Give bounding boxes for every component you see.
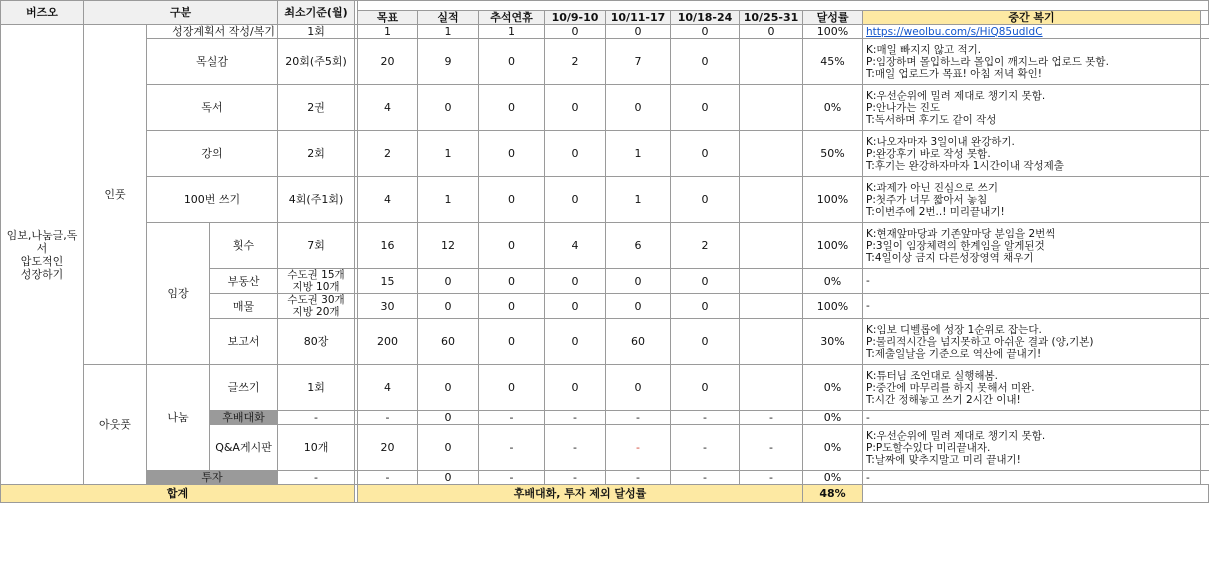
cell-actual: 0	[418, 425, 479, 471]
table-row	[1, 177, 1209, 223]
review-line: -	[866, 300, 870, 312]
cell-w3: -	[671, 425, 740, 471]
cell-w1: 0	[545, 319, 606, 365]
review-line: T:이번주에 2번..! 미리끝내기!	[866, 205, 1005, 218]
vision-cell: 임보,나눔글,독서 압도적인 성장하기	[1, 25, 84, 485]
cell-rate: 100%	[803, 25, 863, 39]
cell-chuseok: 0	[479, 85, 545, 131]
cell-chuseok: 0	[479, 177, 545, 223]
min-standard: 1회	[278, 25, 355, 39]
min-standard: 80장	[278, 319, 355, 365]
review-cell	[863, 294, 1201, 319]
cell-chuseok: -	[479, 425, 545, 471]
header-week4: 10/25-31	[740, 11, 803, 25]
row-label: 독서	[147, 85, 278, 131]
row-label: 횟수	[210, 223, 278, 269]
cell-w1: 0	[545, 294, 606, 319]
header-goal: 목표	[358, 11, 418, 25]
review-line: P:물리적시간을 넘지못하고 아쉬운 결과 (양,기본)	[866, 335, 1094, 348]
review-line: T:제출일날을 기준으로 역산에 끝내기!	[866, 347, 1042, 360]
cell-goal: 200	[358, 319, 418, 365]
cell-w4: 0	[740, 25, 803, 39]
cell-w4	[740, 39, 803, 85]
cell-w4: -	[740, 425, 803, 471]
cell-rate: 0%	[803, 85, 863, 131]
review-line: T:후기는 완강하자마자 1시간이내 작성제출	[866, 159, 1064, 172]
row-label: 부동산	[210, 269, 278, 294]
review-cell	[863, 85, 1201, 131]
header-review: 중간 복기	[863, 11, 1201, 25]
cell-chuseok: 0	[479, 39, 545, 85]
cell-goal: 4	[358, 85, 418, 131]
cell-actual: 0	[418, 471, 479, 485]
cell-goal: 4	[358, 177, 418, 223]
review-line: P:임장하며 몰입하느라 몰입이 깨지느라 업로드 못함.	[866, 55, 1109, 68]
review-line: T:날짜에 맞추지말고 미리 끝내기!	[866, 453, 1021, 466]
row-label: 보고서	[210, 319, 278, 365]
row-label: 목실감	[147, 39, 278, 85]
cell-actual: 0	[418, 85, 479, 131]
cell-w2: 7	[606, 39, 671, 85]
cell-chuseok: 0	[479, 223, 545, 269]
min-standard: 10개	[278, 425, 355, 471]
review-line: T:시간 정해놓고 쓰기 2시간 이내!	[866, 393, 1021, 406]
review-cell	[863, 131, 1201, 177]
edge	[1201, 223, 1209, 269]
min-standard: 2권	[278, 85, 355, 131]
cell-w4	[740, 223, 803, 269]
review-line: T:4일이상 금지 다른성장영역 채우기	[866, 251, 1034, 264]
cell-w4	[740, 269, 803, 294]
cell-rate: 0%	[803, 269, 863, 294]
cell-w3: -	[671, 411, 740, 425]
min-standard: 수도권 15개 지방 10개	[278, 269, 355, 294]
cell-actual: 0	[418, 269, 479, 294]
cell-w1: 0	[545, 365, 606, 411]
review-line: -	[866, 275, 870, 287]
cell-w3: 0	[671, 365, 740, 411]
edge	[1201, 365, 1209, 411]
cell-goal: 2	[358, 131, 418, 177]
cell-w1: 0	[545, 177, 606, 223]
edge	[1201, 25, 1209, 39]
cell-w1: -	[545, 411, 606, 425]
total-label: 합계	[1, 485, 355, 503]
edge	[1201, 319, 1209, 365]
cell-w2: 0	[606, 294, 671, 319]
table-row	[1, 471, 1209, 485]
cell-w3: 0	[671, 269, 740, 294]
cell-actual: 0	[418, 294, 479, 319]
row-label: 후배대화	[210, 411, 278, 425]
cell-actual: 9	[418, 39, 479, 85]
cell-rate: 0%	[803, 365, 863, 411]
review-line: K:현재앞마당과 기존앞마당 분임을 2번씩	[866, 227, 1056, 240]
row-label: 매물	[210, 294, 278, 319]
cell-w4	[740, 85, 803, 131]
cell-w2: -	[606, 471, 671, 485]
row-label: Q&A게시판	[210, 425, 278, 471]
cell-chuseok: 0	[479, 294, 545, 319]
cell-w2: 0	[606, 365, 671, 411]
cell-w2: 6	[606, 223, 671, 269]
review-line: P:완강후기 바로 작성 못함.	[866, 147, 991, 160]
cell-w3: 0	[671, 39, 740, 85]
review-line: P:P도할수있다 미리끝내자.	[866, 441, 991, 454]
cell-actual: 0	[418, 365, 479, 411]
review-cell	[863, 177, 1201, 223]
review-cell	[863, 471, 1201, 485]
cell-w2: 1	[606, 177, 671, 223]
table-row	[1, 85, 1209, 131]
cell-rate: 100%	[803, 177, 863, 223]
cell-w4: -	[740, 471, 803, 485]
cell-w4: -	[740, 411, 803, 425]
header-week1: 10/9-10	[545, 11, 606, 25]
review-line: P:첫주가 너무 짧아서 놓침	[866, 193, 988, 206]
cell-w1: 0	[545, 85, 606, 131]
cell-w4	[740, 319, 803, 365]
cell-rate: 45%	[803, 39, 863, 85]
cell-w1: 2	[545, 39, 606, 85]
review-line: -	[866, 411, 870, 424]
cell-rate: 100%	[803, 223, 863, 269]
cell-chuseok: 1	[479, 25, 545, 39]
row-label: 글쓰기	[210, 365, 278, 411]
table-row	[1, 131, 1209, 177]
cell-goal: 15	[358, 269, 418, 294]
cell-w4	[740, 177, 803, 223]
review-line: K:우선순위에 밀려 제대로 챙기지 못함.	[866, 429, 1046, 442]
review-line: T:매일 업로드가 목표! 아침 저녁 확인!	[866, 67, 1042, 80]
cell-rate: 30%	[803, 319, 863, 365]
cell-rate: 0%	[803, 411, 863, 425]
row-label: 강의	[147, 131, 278, 177]
cell-w3: 0	[671, 131, 740, 177]
header-rate: 달성률	[803, 11, 863, 25]
header-chuseok: 추석연휴	[479, 11, 545, 25]
review-line: K:임보 디벨롭에 성장 1순위로 잡는다.	[866, 323, 1042, 336]
cell-rate: 0%	[803, 425, 863, 471]
cell-goal: -	[358, 471, 418, 485]
header-min-standard: 최소기준(월)	[278, 1, 355, 25]
review-line: -	[866, 471, 870, 484]
min-standard: 수도권 30개 지방 20개	[278, 294, 355, 319]
cell-w1: -	[545, 425, 606, 471]
review-line: K:우선순위에 밀려 제대로 챙기지 못함.	[866, 89, 1046, 102]
cell-chuseok: 0	[479, 319, 545, 365]
cell-chuseok: 0	[479, 131, 545, 177]
group-output: 아웃풋	[84, 365, 147, 485]
cell-w1: -	[545, 471, 606, 485]
total-rate: 48%	[803, 485, 863, 503]
table-row	[1, 365, 1209, 411]
review-cell	[863, 365, 1201, 411]
cell-rate: 50%	[803, 131, 863, 177]
header-category: 구분	[84, 1, 278, 25]
review-line: K:튜터님 조언대로 실행해봄.	[866, 369, 999, 382]
review-line: K:과제가 아닌 진심으로 쓰기	[866, 181, 999, 194]
edge	[1201, 425, 1209, 471]
cell-goal: 30	[358, 294, 418, 319]
cell-actual: 1	[418, 177, 479, 223]
row-label: 성장계획서 작성/복기	[147, 25, 278, 39]
table-row	[1, 223, 1209, 269]
cell-goal: 16	[358, 223, 418, 269]
cell-w4	[740, 365, 803, 411]
review-cell	[863, 411, 1201, 425]
table-row	[1, 25, 1209, 39]
cell-w2: -	[606, 425, 671, 471]
review-cell	[863, 269, 1201, 294]
header-version: 버즈오	[1, 1, 84, 25]
review-cell	[863, 39, 1201, 85]
cell-w1: 4	[545, 223, 606, 269]
review-cell	[863, 425, 1201, 471]
cell-w3: 0	[671, 319, 740, 365]
min-standard: 7회	[278, 223, 355, 269]
group-nanum: 나눔	[147, 365, 210, 471]
min-standard: 2회	[278, 131, 355, 177]
edge	[1201, 411, 1209, 425]
row-label: 100번 쓰기	[147, 177, 278, 223]
group-input: 인풋	[84, 25, 147, 365]
cell-goal: 4	[358, 365, 418, 411]
edge	[1201, 131, 1209, 177]
cell-w1: 0	[545, 25, 606, 39]
cell-w2: 1	[606, 131, 671, 177]
cell-w3: 0	[671, 294, 740, 319]
min-standard: 4회(주1회)	[278, 177, 355, 223]
review-line: T:독서하며 후기도 같이 작성	[866, 113, 997, 126]
cell-goal: 20	[358, 425, 418, 471]
cell-goal: 1	[358, 25, 418, 39]
cell-actual: 12	[418, 223, 479, 269]
cell-w2: 0	[606, 25, 671, 39]
review-cell	[863, 223, 1201, 269]
edge	[1201, 39, 1209, 85]
edge	[1201, 294, 1209, 319]
review-line: P:안나가는 진도	[866, 101, 941, 114]
cell-actual: 1	[418, 25, 479, 39]
cell-goal: 20	[358, 39, 418, 85]
cell-rate: 0%	[803, 471, 863, 485]
cell-rate: 100%	[803, 294, 863, 319]
cell-actual: 1	[418, 131, 479, 177]
min-standard: 1회	[278, 365, 355, 411]
review-line: P:3일이 임장체력의 한계임을 알게된것	[866, 239, 1045, 252]
edge	[1201, 471, 1209, 485]
header-actual: 실적	[418, 11, 479, 25]
cell-chuseok: 0	[479, 269, 545, 294]
cell-w3: 0	[671, 177, 740, 223]
edge	[1201, 269, 1209, 294]
cell-w4	[740, 294, 803, 319]
header-week2: 10/11-17	[606, 11, 671, 25]
table-row	[1, 39, 1209, 85]
cell-actual: 0	[418, 411, 479, 425]
header-week3: 10/18-24	[671, 11, 740, 25]
cell-goal: -	[358, 411, 418, 425]
review-line: K:나오자마자 3일이내 완강하기.	[866, 135, 1015, 148]
cell-w3: 2	[671, 223, 740, 269]
cell-chuseok: -	[479, 471, 545, 485]
cell-w1: 0	[545, 131, 606, 177]
total-note: 후배대화, 투자 제외 달성률	[358, 485, 803, 503]
edge	[1201, 177, 1209, 223]
cell-chuseok: 0	[479, 365, 545, 411]
review-cell	[863, 319, 1201, 365]
row-label: 투자	[147, 471, 278, 485]
review-line: P:중간에 마무리를 하지 못해서 미완.	[866, 381, 1035, 394]
group-imjang: 임장	[147, 223, 210, 365]
cell-w4	[740, 131, 803, 177]
cell-w1: 0	[545, 269, 606, 294]
cell-w3: 0	[671, 85, 740, 131]
cell-actual: 60	[418, 319, 479, 365]
min-standard: -	[278, 471, 355, 485]
cell-w3: 0	[671, 25, 740, 39]
min-standard: 20회(주5회)	[278, 39, 355, 85]
edge	[1201, 85, 1209, 131]
cell-w2: 0	[606, 85, 671, 131]
cell-w2: -	[606, 411, 671, 425]
cell-w3: -	[671, 471, 740, 485]
min-standard: -	[278, 411, 355, 425]
cell-w2: 60	[606, 319, 671, 365]
cell-w2: 0	[606, 269, 671, 294]
review-link[interactable]: https://weolbu.com/s/HiQ85udIdC	[866, 25, 1043, 38]
review-line: K:매일 빠지지 않고 적기.	[866, 43, 982, 56]
review-cell	[863, 25, 1201, 39]
cell-chuseok: -	[479, 411, 545, 425]
